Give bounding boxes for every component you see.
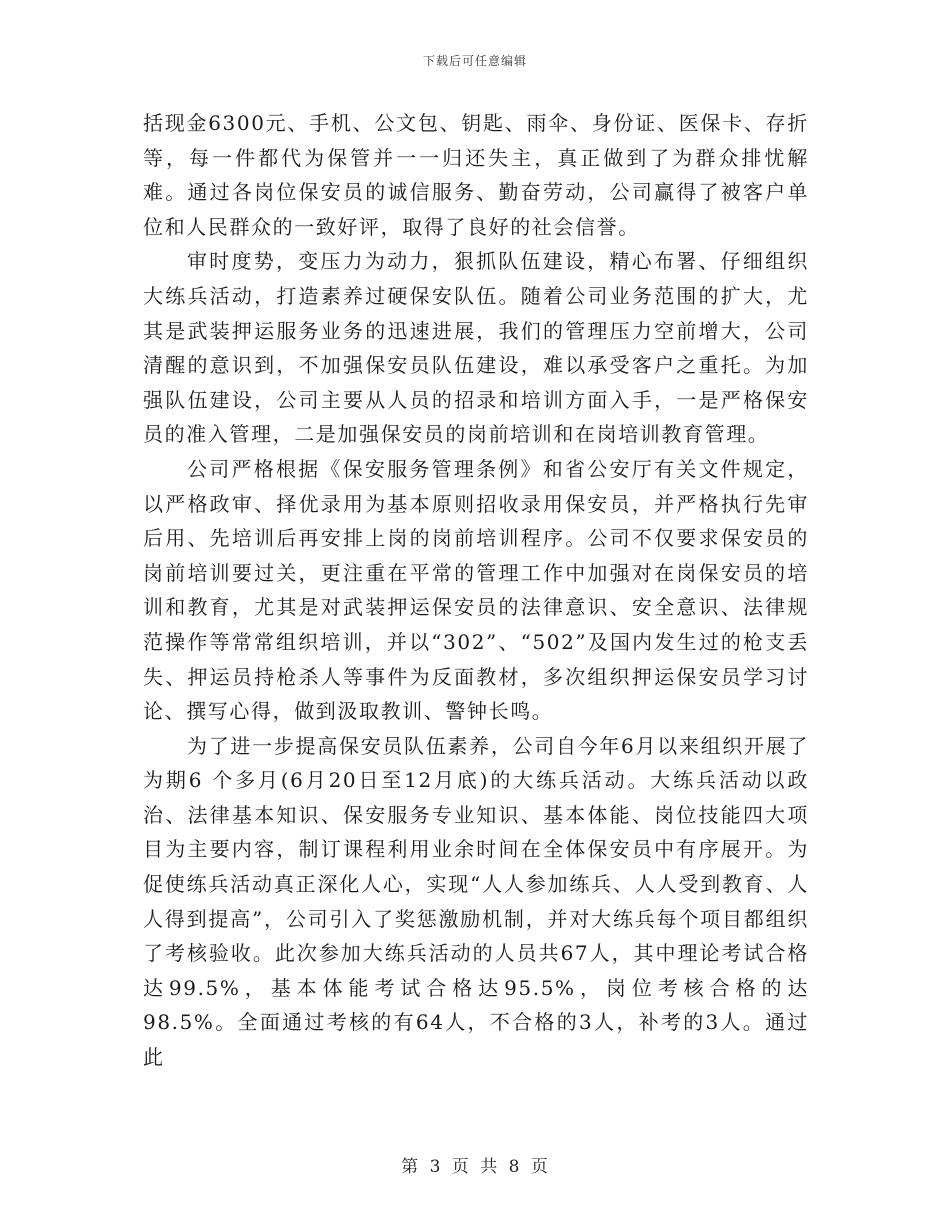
document-body	[143, 106, 809, 1075]
paragraph-2: 审时度势，变压力为动力，狠抓队伍建设，精心布署、仔细组织大练兵活动，打造素养过硬保安队伍。随着公司业务范围的扩大，尤其是武装押运服务业务的迅速进展，我们的管理压力空前增大，公司清醒的意识到，不加强保安员队伍建设，难以承受客户之重托。为加强队伍建设，公司主要从人员的招录和培训方面入手，一是严格保安员的准入管理，二是加强保安员的岗前培训和在岗培训教育管理。	[143, 249, 809, 447]
page-footer: 第 3 页 共 8 页	[401, 1157, 549, 1177]
page-header: 下载后可任意编辑	[422, 54, 527, 68]
paragraph-3: 公司严格根据《保安服务管理条例》和省公安厅有关文件规定，以严格政审、择优录用为基本原则招收录用保安员，并严格执行先审后用、先培训后再安排上岗的岗前培训程序。公司不仅要求保安员的岗前培训要过关，更注重在平常的管理工作中加强对在岗保安员的培训和教育，尤其是对武装押运保安员的法律意识、安全意识、法律规范操作等常常组织培训，并以“302”、“502”及国内发生过的枪支丢失、押运员持枪杀人等事件为反面教材，多次组织押运保安员学习讨论、撰写心得，做到汲取教训、警钟长鸣。	[143, 456, 809, 724]
paragraph-4: 为了进一步提高保安员队伍素养，公司自今年6月以来组织开展了为期6 个多月(6月20日至12月底)的大练兵活动。大练兵活动以政治、法律基本知识、保安服务专业知识、基本体能、岗位技能四大项目为主要内容，制订课程利用业余时间在全体保安员中有序展开。为促使练兵活动真正深化人心，实现“人人参加练兵、人人受到教育、人人得到提高”，公司引入了奖惩激励机制，并对大练兵每个项目都组织了考核验收。此次参加大练兵活动的人员共67人，其中理论考试合格达99.5%，基本体能考试合格达95.5%，岗位考核合格的达98.5%。全面通过考核的有64人，不合格的3人，补考的3人。通过此	[143, 733, 809, 1070]
paragraph-1: 括现金6300元、手机、公文包、钥匙、雨伞、身份证、医保卡、存折等，每一件都代为保管并一一归还失主，真正做到了为群众排忧解难。通过各岗位保安员的诚信服务、勤奋劳动，公司赢得了被客户单位和人民群众的一致好评，取得了良好的社会信誉。	[143, 111, 809, 239]
